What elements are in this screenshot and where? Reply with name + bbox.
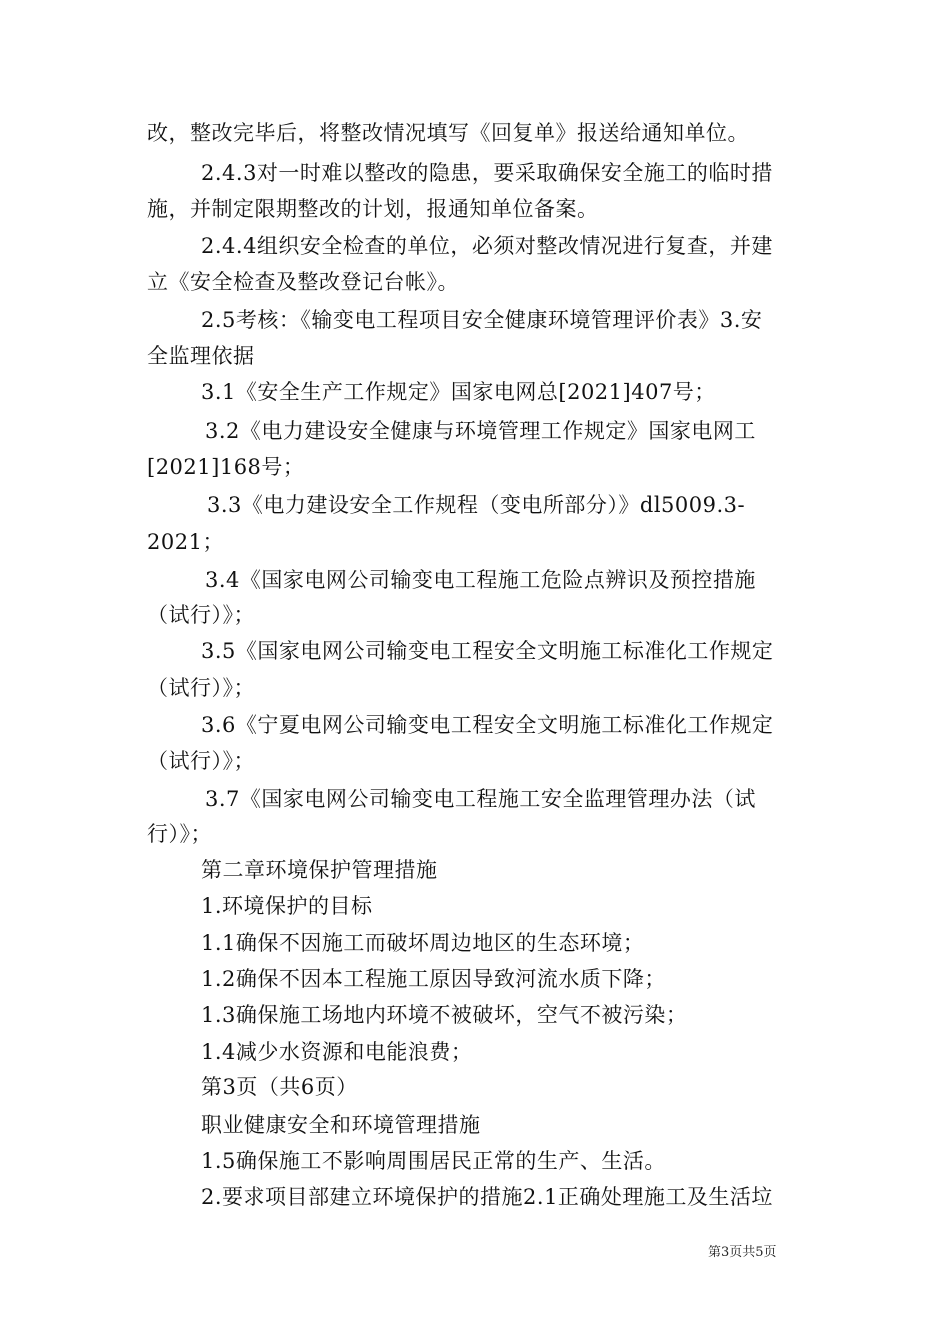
text-line: 3.2《电力建设安全健康与环境管理工作规定》国家电网工: [205, 419, 756, 443]
text-line: 1.2确保不因本工程施工原因导致河流水质下降；: [201, 967, 666, 991]
text-line: 立《安全检查及整改登记台帐》。: [147, 270, 459, 294]
text-line: 第3页（共6页）: [201, 1075, 358, 1099]
text-line: 2.5考核：《输变电工程项目安全健康环境管理评价表》3.安: [201, 308, 763, 332]
text-line: 3.7《国家电网公司输变电工程施工安全监理管理办法（试: [205, 787, 756, 811]
text-line: 1.1确保不因施工而破坏周边地区的生态环境；: [201, 931, 645, 955]
text-line: [2021]168号；: [147, 455, 305, 479]
text-line: 3.6《宁夏电网公司输变电工程安全文明施工标准化工作规定: [201, 713, 774, 737]
text-line: 全监理依据: [147, 344, 255, 368]
text-line: 2021；: [147, 530, 224, 554]
text-line: 2.4.3对一时难以整改的隐患，要采取确保安全施工的临时措: [201, 161, 773, 185]
page-number-footer: 第3页共5页: [708, 1245, 777, 1260]
text-line: 3.5《国家电网公司输变电工程安全文明施工标准化工作规定: [201, 639, 774, 663]
text-line: 1.环境保护的目标: [201, 894, 373, 918]
text-line: 第二章环境保护管理措施: [201, 858, 438, 882]
text-line: 1.5确保施工不影响周围居民正常的生产、生活。: [201, 1149, 666, 1173]
text-line: 3.3《电力建设安全工作规程（变电所部分）》dl5009.3-: [207, 493, 746, 517]
text-line: 2.要求项目部建立环境保护的措施2.1正确处理施工及生活垃: [201, 1185, 773, 1209]
text-line: 施，并制定限期整改的计划，报通知单位备案。: [147, 197, 599, 221]
text-line: 1.4减少水资源和电能浪费；: [201, 1040, 473, 1064]
text-line: 行）》；: [147, 822, 212, 846]
text-line: （试行）》；: [147, 676, 255, 700]
text-line: （试行）》；: [147, 749, 255, 773]
text-line: 职业健康安全和环境管理措施: [201, 1113, 481, 1137]
text-line: 1.3确保施工场地内环境不被破坏，空气不被污染；: [201, 1003, 688, 1027]
text-line: 2.4.4组织安全检查的单位，必须对整改情况进行复查，并建: [201, 234, 773, 258]
text-line: 改，整改完毕后，将整改情况填写《回复单》报送给通知单位。: [147, 121, 749, 145]
text-line: 3.1《安全生产工作规定》国家电网总[2021]407号；: [201, 380, 716, 404]
text-line: （试行）》；: [147, 603, 255, 627]
text-line: 3.4《国家电网公司输变电工程施工危险点辨识及预控措施: [205, 568, 756, 592]
